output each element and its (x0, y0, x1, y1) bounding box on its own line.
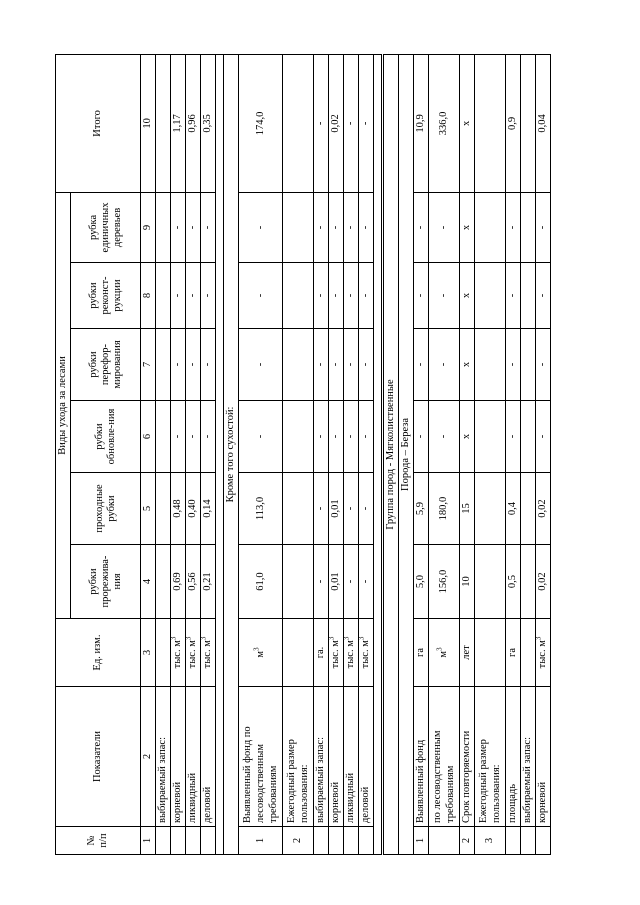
row-value: - (359, 192, 374, 262)
row-label: корневой (536, 687, 551, 827)
row-label: ликвидный (186, 687, 201, 827)
row-value: - (429, 401, 460, 473)
row-value (521, 329, 536, 401)
row-value (475, 263, 506, 329)
row-value (283, 329, 314, 401)
header-indicators: Показатели (56, 687, 141, 827)
header-c4: рубки прорежива-ния (71, 545, 141, 619)
row-value: - (344, 473, 359, 545)
row-value: - (359, 54, 374, 192)
row-value (521, 54, 536, 192)
row-label: Ежегодный размер пользования: (283, 687, 314, 827)
header-group: Виды ухода за лесами (56, 192, 71, 618)
unit-superscript: 3 (327, 636, 336, 641)
row-value: 10,9 (414, 54, 429, 192)
row-label: выбираемый запас: (521, 687, 536, 827)
row-value (283, 192, 314, 262)
row-number (536, 827, 551, 855)
rotated-table-container (55, 55, 585, 855)
row-value: 10 (460, 545, 475, 619)
row-unit (156, 619, 171, 687)
table-row (359, 54, 374, 854)
row-value: - (344, 329, 359, 401)
unit-superscript: 3 (252, 647, 260, 651)
table-row (186, 54, 201, 854)
unit-superscript: 3 (435, 647, 444, 651)
row-number (314, 827, 329, 855)
row-number (156, 827, 171, 855)
column-number: 3 (141, 619, 156, 687)
row-value (156, 401, 171, 473)
row-value: - (359, 329, 374, 401)
row-value: - (239, 192, 283, 262)
row-value: - (314, 54, 329, 192)
row-value: 0,56 (186, 545, 201, 619)
row-value: - (329, 401, 344, 473)
unit-text: тыс. м (345, 640, 356, 669)
column-number: 5 (141, 473, 156, 545)
row-value: - (344, 545, 359, 619)
row-value (521, 192, 536, 262)
row-value: 0,14 (201, 473, 216, 545)
row-value: - (344, 401, 359, 473)
unit-text: тыс. м (187, 640, 198, 669)
row-label: Срок повторяемости (460, 687, 475, 827)
row-value (156, 54, 171, 192)
header-c6: рубки обновле-ния (71, 401, 141, 473)
column-number: 8 (141, 263, 156, 329)
row-value (521, 263, 536, 329)
row-value: - (239, 401, 283, 473)
row-value: - (359, 473, 374, 545)
row-number (359, 827, 374, 855)
row-value (475, 545, 506, 619)
row-value: - (414, 192, 429, 262)
row-value (283, 401, 314, 473)
row-value: - (171, 329, 186, 401)
row-value: - (314, 473, 329, 545)
row-value: - (344, 263, 359, 329)
row-number: 1 (239, 827, 283, 855)
row-value: - (506, 329, 521, 401)
row-value: - (359, 545, 374, 619)
unit-text: м (254, 650, 266, 658)
row-label: корневой (329, 687, 344, 827)
row-value: 0,02 (536, 545, 551, 619)
row-number: 1 (414, 827, 429, 855)
row-value: - (201, 401, 216, 473)
row-value: 156,0 (429, 545, 460, 619)
row-value: 0,48 (171, 473, 186, 545)
row-value: 0,4 (506, 473, 521, 545)
row-unit (536, 619, 551, 687)
row-unit (475, 619, 506, 687)
unit-text: тыс. м (202, 640, 213, 669)
separator-cell (216, 54, 224, 854)
row-number: 2 (283, 827, 314, 855)
table-row (201, 54, 216, 854)
row-value: 0,5 (506, 545, 521, 619)
row-value (521, 401, 536, 473)
row-number: 3 (475, 827, 506, 855)
table-row (536, 54, 551, 854)
section-row (399, 54, 414, 854)
row-value (475, 401, 506, 473)
row-number (429, 827, 460, 855)
row-value (283, 473, 314, 545)
row-value (475, 473, 506, 545)
row-unit (329, 619, 344, 687)
row-unit: лет (460, 619, 475, 687)
row-value: х (460, 401, 475, 473)
row-value: 0,02 (536, 473, 551, 545)
row-value: - (536, 263, 551, 329)
header-unit: Ед. изм. (56, 619, 141, 687)
table-row (239, 54, 283, 854)
row-value: 0,9 (506, 54, 521, 192)
row-value: - (171, 192, 186, 262)
row-value: - (359, 401, 374, 473)
row-number (521, 827, 536, 855)
table-row (283, 54, 314, 854)
row-value: - (329, 263, 344, 329)
row-unit (344, 619, 359, 687)
row-number (344, 827, 359, 855)
row-value: - (536, 401, 551, 473)
column-number: 7 (141, 329, 156, 401)
row-unit (171, 619, 186, 687)
row-value: 0,04 (536, 54, 551, 192)
row-unit: га (506, 619, 521, 687)
unit-superscript: 3 (534, 636, 543, 641)
row-value: х (460, 54, 475, 192)
row-label: по лесоводственным требованиям (429, 687, 460, 827)
row-unit (429, 619, 460, 687)
row-value: - (314, 263, 329, 329)
header-c8: рубки реконст-рукции (71, 263, 141, 329)
row-value: - (429, 192, 460, 262)
row-value: 5,9 (414, 473, 429, 545)
unit-text: тыс. м (172, 640, 183, 669)
header-c5: проходные рубки (71, 473, 141, 545)
row-value (475, 329, 506, 401)
row-value: - (344, 192, 359, 262)
row-value: 174,0 (239, 54, 283, 192)
row-unit (283, 619, 314, 687)
row-unit (239, 619, 283, 687)
row-value: - (171, 263, 186, 329)
section-row (383, 54, 399, 854)
row-unit (201, 619, 216, 687)
unit-superscript: 3 (184, 636, 193, 641)
column-number: 9 (141, 192, 156, 262)
row-value (521, 545, 536, 619)
row-value: 0,35 (201, 54, 216, 192)
row-value (156, 329, 171, 401)
row-value: - (201, 192, 216, 262)
row-label: деловой (201, 687, 216, 827)
row-label: Ежегодный размер пользования: (475, 687, 506, 827)
row-value (475, 192, 506, 262)
row-value: - (201, 329, 216, 401)
column-numbers-row (141, 54, 156, 854)
section-row (224, 54, 239, 854)
row-value (156, 263, 171, 329)
separator-row (216, 54, 224, 854)
row-value: - (186, 401, 201, 473)
row-unit (186, 619, 201, 687)
row-label: Выявленный фонд (414, 687, 429, 827)
unit-text: тыс. м (537, 640, 548, 669)
header-c9: рубка единичных деревьев (71, 192, 141, 262)
row-value: 5,0 (414, 545, 429, 619)
table-row (429, 54, 460, 854)
row-label: корневой (171, 687, 186, 827)
header-total: Итого (56, 54, 141, 192)
table-row (506, 54, 521, 854)
column-number: 1 (141, 827, 156, 855)
row-value: 15 (460, 473, 475, 545)
row-value: - (186, 329, 201, 401)
table-row (475, 54, 506, 854)
row-label: Выявленный фонд по лесоводственным требованиям (239, 687, 283, 827)
row-value: 0,01 (329, 473, 344, 545)
row-value: - (314, 192, 329, 262)
row-value: - (314, 545, 329, 619)
row-value (156, 192, 171, 262)
row-label: выбираемый запас: (314, 687, 329, 827)
row-value: - (186, 192, 201, 262)
row-value: - (239, 263, 283, 329)
section-title: Группа пород - Мягколиственные (383, 54, 399, 854)
row-value: - (506, 263, 521, 329)
row-value: - (329, 192, 344, 262)
unit-superscript: 3 (357, 636, 366, 641)
row-label: ликвидный (344, 687, 359, 827)
row-value: - (536, 329, 551, 401)
row-value: - (414, 263, 429, 329)
column-number: 2 (141, 687, 156, 827)
row-value: х (460, 329, 475, 401)
row-value: 0,69 (171, 545, 186, 619)
row-value (156, 473, 171, 545)
row-unit: га. (314, 619, 329, 687)
table-row (521, 54, 536, 854)
section-title: Порода – Береза (399, 54, 414, 854)
row-value: - (314, 401, 329, 473)
row-value: - (536, 192, 551, 262)
row-number (186, 827, 201, 855)
row-value: - (329, 329, 344, 401)
row-value: - (344, 54, 359, 192)
section-title: Кроме того сухостой: (224, 54, 239, 854)
row-value: 180,0 (429, 473, 460, 545)
row-value: 0,21 (201, 545, 216, 619)
row-number (171, 827, 186, 855)
row-value: х (460, 263, 475, 329)
separator-cell (374, 54, 383, 854)
row-value (283, 263, 314, 329)
row-label: площадь (506, 687, 521, 827)
row-value: х (460, 192, 475, 262)
row-value: 0,40 (186, 473, 201, 545)
row-value: - (414, 329, 429, 401)
row-unit: га (414, 619, 429, 687)
row-value (521, 473, 536, 545)
table-row (460, 54, 475, 854)
row-value: - (506, 192, 521, 262)
row-value (475, 54, 506, 192)
separator-row (374, 54, 383, 854)
unit-text: тыс. м (330, 640, 341, 669)
row-value (283, 545, 314, 619)
row-number (506, 827, 521, 855)
row-value: 336,0 (429, 54, 460, 192)
row-number (329, 827, 344, 855)
row-number (201, 827, 216, 855)
row-unit (359, 619, 374, 687)
row-value: 1,17 (171, 54, 186, 192)
column-number: 6 (141, 401, 156, 473)
row-value: 0,01 (329, 545, 344, 619)
table-row (314, 54, 329, 854)
table-row (329, 54, 344, 854)
row-value: 0,02 (329, 54, 344, 192)
table-row (414, 54, 429, 854)
row-number: 2 (460, 827, 475, 855)
table-row (171, 54, 186, 854)
header-num: № п/п (56, 827, 141, 855)
row-value: - (186, 263, 201, 329)
row-value (156, 545, 171, 619)
table-row (344, 54, 359, 854)
unit-text: м (438, 650, 449, 658)
row-value: - (506, 401, 521, 473)
row-value: - (171, 401, 186, 473)
column-number: 4 (141, 545, 156, 619)
row-label: выбираемый запас: (156, 687, 171, 827)
row-value: - (359, 263, 374, 329)
row-unit (521, 619, 536, 687)
row-value: 113,0 (239, 473, 283, 545)
table-row (156, 54, 171, 854)
header-c7: рубки перефор-мирования (71, 329, 141, 401)
row-value: 0,96 (186, 54, 201, 192)
row-value: - (201, 263, 216, 329)
row-value (283, 54, 314, 192)
row-value: - (414, 401, 429, 473)
row-value: - (314, 329, 329, 401)
unit-superscript: 3 (342, 636, 351, 641)
row-value: 61,0 (239, 545, 283, 619)
unit-superscript: 3 (199, 636, 208, 641)
row-value: - (429, 329, 460, 401)
forest-care-table (55, 54, 551, 855)
row-value: - (239, 329, 283, 401)
column-number: 10 (141, 54, 156, 192)
header-row-top (56, 54, 71, 854)
unit-text: тыс. м (360, 640, 371, 669)
row-label: деловой (359, 687, 374, 827)
row-value: - (429, 263, 460, 329)
unit-superscript: 3 (169, 636, 178, 641)
